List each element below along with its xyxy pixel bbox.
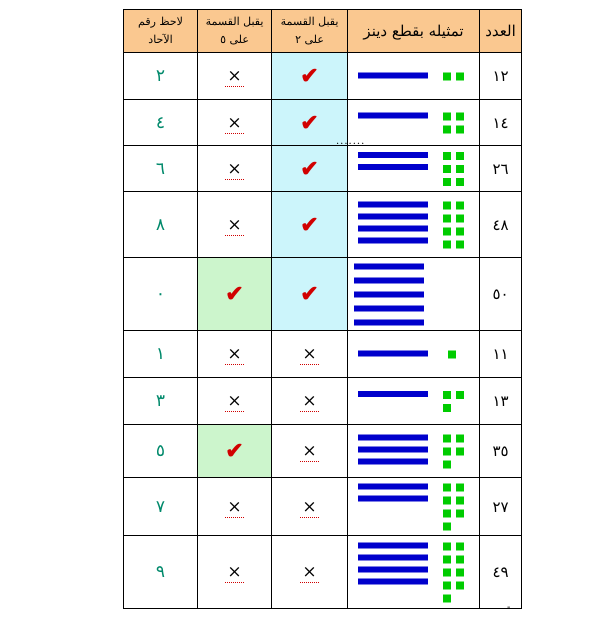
div2-cross-mark — [272, 378, 348, 425]
stray-mark: - — [507, 602, 511, 613]
dienes-blocks-icon — [348, 331, 480, 378]
ten-rod — [358, 447, 428, 453]
table-row — [124, 478, 522, 536]
dienes-representation-cell — [348, 258, 480, 331]
table-row — [124, 378, 522, 425]
dienes-blocks-icon — [348, 146, 480, 192]
unit-cube — [456, 569, 464, 577]
number-cell: ٣٥ — [480, 425, 522, 478]
div5-cross-mark — [198, 378, 272, 425]
header-ones-line1: لاحظ رقم — [138, 15, 183, 28]
unit-cube — [443, 113, 451, 121]
unit-cube — [443, 484, 451, 492]
div5-mark-symbol: × — [227, 496, 242, 517]
div2-cross-mark — [272, 478, 348, 536]
ones-digit-cell: ٧ — [124, 478, 198, 536]
number-cell: ٤٨ — [480, 192, 522, 258]
dienes-blocks-icon — [348, 100, 480, 146]
ten-rod — [358, 238, 428, 244]
ten-rod — [358, 113, 428, 119]
unit-cube — [443, 215, 451, 223]
ten-rod — [354, 292, 424, 298]
ones-digit-cell: ٠ — [124, 258, 198, 331]
ten-rod — [358, 214, 428, 220]
unit-cube — [456, 391, 464, 399]
dienes-representation-cell — [348, 478, 480, 536]
unit-cube — [456, 215, 464, 223]
ones-digit-cell: ٩ — [124, 536, 198, 609]
unit-cube — [443, 461, 451, 469]
ones-digit-cell: ٤ — [124, 100, 198, 146]
ten-rod — [358, 555, 428, 561]
ten-rod — [358, 459, 428, 465]
unit-cube — [443, 178, 451, 186]
ten-rod — [358, 391, 428, 397]
dienes-blocks-icon — [348, 192, 480, 258]
header-div2-line2: على ٢ — [295, 33, 324, 46]
div2-mark-symbol: ✔ — [300, 211, 319, 238]
ones-digit-cell: ٥ — [124, 425, 198, 478]
div5-cross-mark — [198, 536, 272, 609]
table-row — [124, 536, 522, 609]
unit-cube — [443, 595, 451, 603]
unit-cube — [443, 73, 451, 81]
ones-digit-cell: ٦ — [124, 146, 198, 192]
div2-check-mark — [272, 192, 348, 258]
div2-cross-mark — [272, 331, 348, 378]
unit-cube — [456, 178, 464, 186]
header-representation: تمثيله بقطع دينز — [348, 10, 480, 53]
table-row — [124, 331, 522, 378]
div2-mark-symbol: × — [302, 344, 317, 364]
div5-check-mark — [198, 258, 272, 331]
div2-cross-mark — [272, 425, 348, 478]
div5-cross-mark — [198, 53, 272, 100]
div5-check-mark — [198, 425, 272, 478]
unit-cube — [443, 582, 451, 590]
unit-cube — [456, 228, 464, 236]
number-cell: ١٣ — [480, 378, 522, 425]
div5-mark-symbol: ✔ — [225, 281, 244, 307]
dienes-blocks-icon — [348, 425, 480, 478]
ten-rod — [358, 543, 428, 549]
ones-digit-cell: ٨ — [124, 192, 198, 258]
div5-mark-symbol: × — [227, 391, 242, 411]
unit-cube — [456, 152, 464, 160]
div2-mark-symbol: ✔ — [300, 155, 319, 182]
dienes-representation-cell — [348, 378, 480, 425]
unit-cube — [443, 448, 451, 456]
unit-cube — [443, 510, 451, 518]
dienes-representation-cell — [348, 331, 480, 378]
table-row — [124, 258, 522, 331]
header-div5-line2: على ٥ — [220, 33, 249, 46]
div5-mark-symbol: × — [227, 112, 242, 133]
header-ones-digit — [124, 10, 198, 53]
ten-rod — [354, 278, 424, 284]
ten-rod — [358, 579, 428, 585]
div2-mark-symbol: ✔ — [300, 281, 319, 307]
ten-rod — [358, 202, 428, 208]
unit-cube — [443, 202, 451, 210]
unit-cube — [443, 497, 451, 505]
dienes-blocks-icon — [348, 478, 480, 536]
ten-rod — [358, 164, 428, 170]
unit-cube — [443, 391, 451, 399]
unit-cube — [456, 202, 464, 210]
div2-mark-symbol: × — [302, 562, 317, 582]
unit-cube — [456, 497, 464, 505]
div5-mark-symbol: × — [227, 344, 242, 364]
dienes-blocks-icon — [348, 53, 480, 100]
number-cell: ٢٦ — [480, 146, 522, 192]
dienes-representation-cell — [348, 536, 480, 609]
ten-rod — [358, 226, 428, 232]
dienes-blocks-icon — [348, 378, 480, 425]
number-cell: ١١ — [480, 331, 522, 378]
div5-cross-mark — [198, 192, 272, 258]
unit-cube — [443, 543, 451, 551]
table-row — [124, 146, 522, 192]
number-cell: ٥٠ — [480, 258, 522, 331]
dienes-representation-cell — [348, 53, 480, 100]
div5-mark-symbol: × — [227, 214, 242, 235]
div2-cross-mark — [272, 536, 348, 609]
stray-dots: ....... — [336, 136, 366, 147]
div5-mark-symbol: × — [227, 562, 242, 582]
unit-cube — [443, 165, 451, 173]
div5-mark-symbol: ✔ — [225, 438, 244, 464]
unit-cube — [456, 543, 464, 551]
header-div-by-5 — [198, 10, 272, 53]
table-row — [124, 53, 522, 100]
div5-mark-symbol: × — [227, 158, 242, 179]
unit-cube — [443, 404, 451, 412]
div2-check-mark — [272, 258, 348, 331]
ones-digit-cell: ١ — [124, 331, 198, 378]
ones-digit-cell: ٢ — [124, 53, 198, 100]
ten-rod — [358, 435, 428, 441]
ten-rod — [354, 306, 424, 312]
number-cell: ١٢ — [480, 53, 522, 100]
div2-check-mark — [272, 53, 348, 100]
dienes-representation-cell — [348, 192, 480, 258]
div5-cross-mark — [198, 331, 272, 378]
divisibility-table — [123, 9, 522, 609]
number-cell: ٤٩ — [480, 536, 522, 609]
ten-rod — [358, 73, 428, 79]
number-cell: ٢٧ — [480, 478, 522, 536]
unit-cube — [443, 152, 451, 160]
div2-mark-symbol: × — [302, 496, 317, 517]
unit-cube — [456, 510, 464, 518]
ones-digit-cell: ٣ — [124, 378, 198, 425]
unit-cube — [456, 582, 464, 590]
header-div-by-2 — [272, 10, 348, 53]
ten-rod — [358, 484, 428, 490]
dienes-representation-cell — [348, 100, 480, 146]
header-number: العدد — [480, 10, 522, 53]
header-ones-line2: الآحاد — [148, 33, 173, 46]
unit-cube — [456, 165, 464, 173]
unit-cube — [443, 435, 451, 443]
number-cell: ١٤ — [480, 100, 522, 146]
unit-cube — [443, 556, 451, 564]
div5-cross-mark — [198, 146, 272, 192]
div2-check-mark — [272, 146, 348, 192]
header-div5-line1: يقبل القسمة — [205, 15, 264, 28]
table-row — [124, 425, 522, 478]
unit-cube — [443, 569, 451, 577]
dienes-blocks-icon — [348, 258, 480, 331]
ten-rod — [358, 152, 428, 158]
unit-cube — [456, 113, 464, 121]
div5-cross-mark — [198, 478, 272, 536]
div2-mark-symbol: × — [302, 391, 317, 411]
unit-cube — [456, 126, 464, 134]
ten-rod — [358, 567, 428, 573]
dienes-representation-cell — [348, 146, 480, 192]
unit-cube — [456, 435, 464, 443]
unit-cube — [448, 351, 456, 359]
table-row — [124, 100, 522, 146]
header-div2-line1: يقبل القسمة — [280, 15, 339, 28]
table-row — [124, 192, 522, 258]
unit-cube — [443, 523, 451, 531]
ten-rod — [358, 351, 428, 357]
div2-mark-symbol: ✔ — [300, 63, 319, 89]
dienes-blocks-icon — [348, 536, 480, 609]
ten-rod — [354, 264, 424, 270]
div2-mark-symbol: ✔ — [300, 109, 319, 136]
unit-cube — [456, 556, 464, 564]
div5-cross-mark — [198, 100, 272, 146]
unit-cube — [456, 241, 464, 249]
ten-rod — [354, 320, 424, 326]
unit-cube — [456, 73, 464, 81]
dienes-representation-cell — [348, 425, 480, 478]
header-row — [124, 10, 522, 53]
unit-cube — [456, 484, 464, 492]
unit-cube — [443, 126, 451, 134]
table-body — [124, 53, 522, 609]
unit-cube — [443, 241, 451, 249]
unit-cube — [456, 448, 464, 456]
div5-mark-symbol: × — [227, 66, 242, 86]
div2-mark-symbol: × — [302, 441, 317, 461]
unit-cube — [443, 228, 451, 236]
ten-rod — [358, 496, 428, 502]
